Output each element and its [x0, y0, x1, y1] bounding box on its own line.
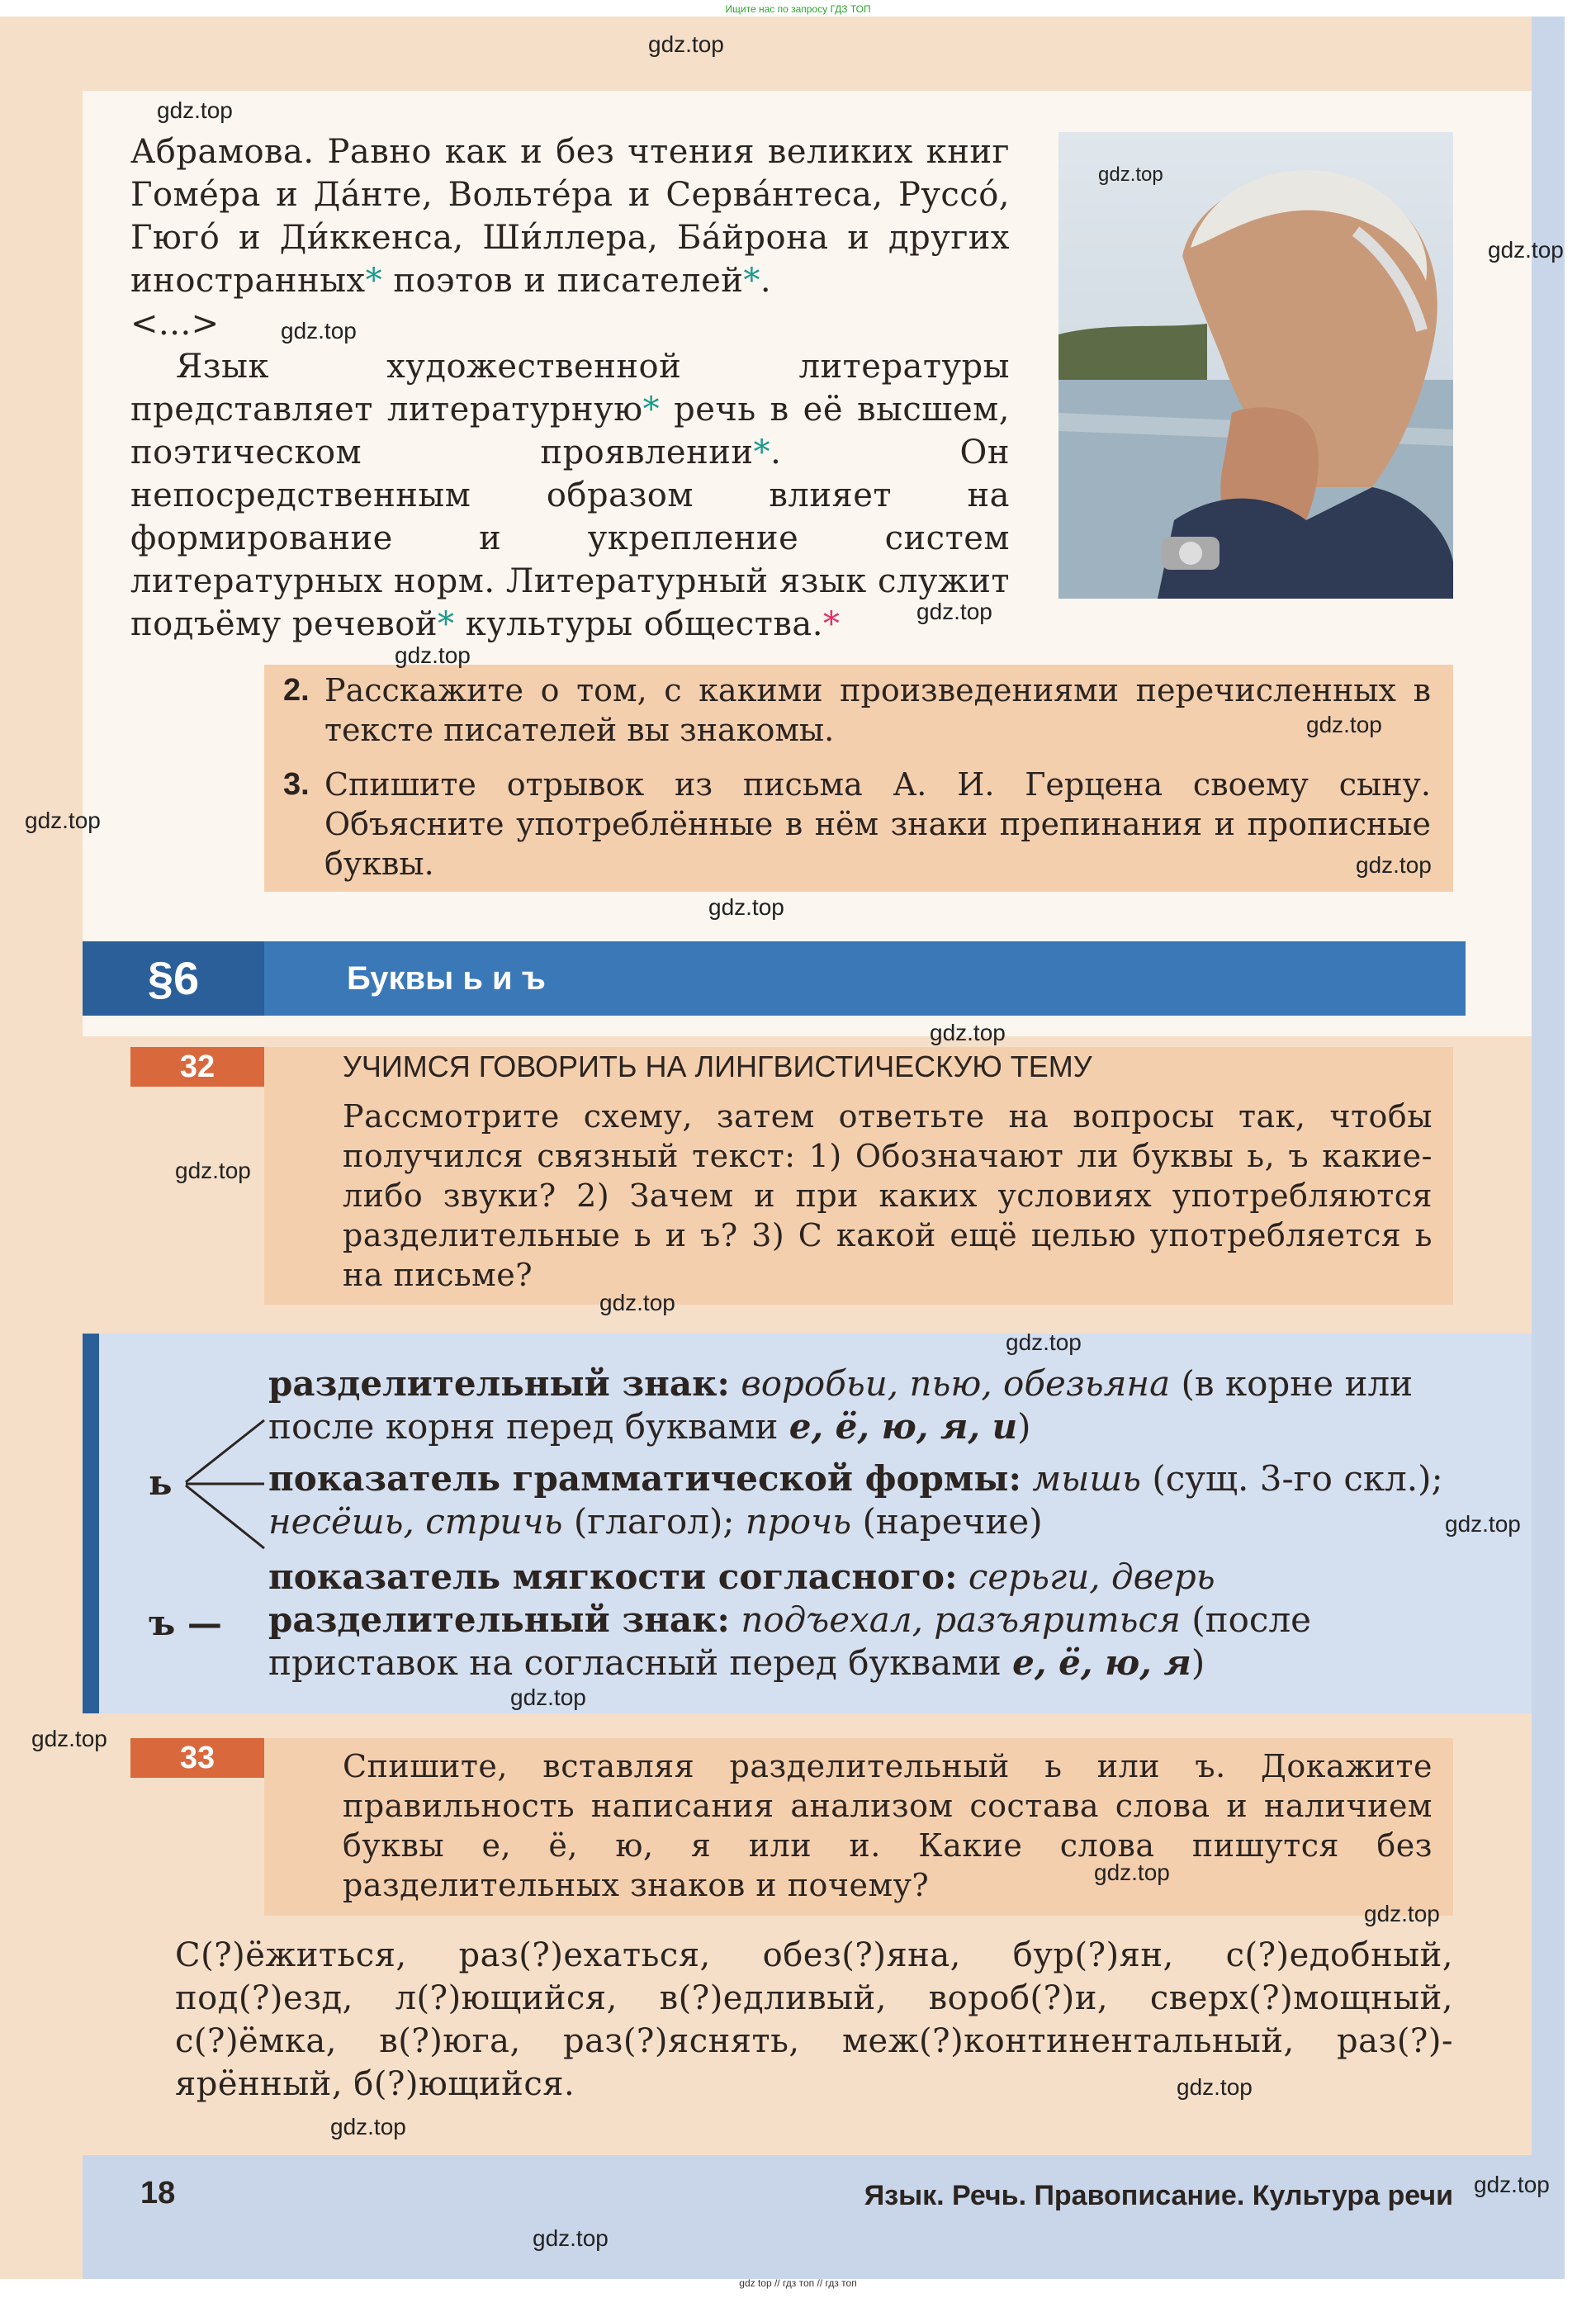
watermark: gdz.top: [1364, 1901, 1440, 1926]
section-number: §6: [147, 952, 200, 1004]
scheme-branches: [173, 1404, 272, 1585]
watermark: gdz.top: [510, 1684, 586, 1710]
page-footer: [83, 2155, 1532, 2279]
watermark: gdz.top: [175, 1158, 251, 1183]
scheme-row-hard-separator: разделительный знак: подъехал, разъяриться (после приставок на согласный перед буквами е, ё, ю, я): [268, 1599, 1311, 1683]
footer-links[interactable]: gdz top // гдз топ // гдз топ: [739, 2277, 857, 2289]
right-margin-strip: [1532, 17, 1565, 2279]
exercise-text: Рассмотрите схему, затем ответьте на вопросы так, чтобы получился связный текст: 1) Обозначают ли буквы ь, ъ какие-либо звуки? 2) Зачем и при каких условиях употребляются разделительные ь и ъ? 3) С какой ещё целью употребляется ь на письме?: [343, 1098, 1433, 1293]
watermark: gdz.top: [930, 1020, 1006, 1045]
task-number: 2.: [283, 673, 310, 708]
watermark: gdz.top: [648, 31, 724, 57]
watermark: gdz.top: [599, 1290, 675, 1315]
watermark: gdz.top: [281, 318, 357, 344]
watermark: gdz.top: [1488, 237, 1564, 263]
intro-text: [130, 130, 1010, 646]
task-number: 3.: [283, 767, 310, 802]
watermark: gdz.top: [395, 642, 471, 668]
watermark: gdz.top: [916, 599, 992, 624]
section-header: [83, 941, 1466, 1016]
author-photo: [1058, 132, 1453, 599]
task-text: Расскажите о том, с какими произведениями перечисленных в тексте писателей вы знакомы.: [324, 672, 1431, 748]
watermark: gdz.top: [1474, 2172, 1550, 2197]
intro-paragraph-1: Абрамова. Равно как и без чтения великих книг Гоме́ра и Да́нте, Вольте́ра и Серва́нтеса, Руссо́, Гюго́ и Ди́ккенса, Ши́ллера, Ба́йрона и других иностранных* поэтов и писателей*.: [130, 133, 1010, 300]
intro-paragraph-2: Язык художественной литературы представляет литературную* речь в её высшем, поэтическом проявлении*. Он непосредственным образом влияет на формирование и укрепление систем литературных норм. Литературный язык служит подъёму речевой* культуры общества.*: [130, 348, 1010, 643]
task-text: Спишите отрывок из письма А. И. Герцена своему сыну. Объясните употреблённые в нём знаки препинания и прописные буквы.: [324, 766, 1431, 882]
exercise-heading: УЧИМСЯ ГОВОРИТЬ НА ЛИНГВИСТИЧЕСКУЮ ТЕМУ: [343, 1049, 1092, 1083]
watermark: gdz.top: [1356, 852, 1432, 878]
watermark: gdz.top: [1177, 2074, 1253, 2100]
exercise-number: 32: [130, 1047, 264, 1087]
section-title: Буквы ь и ъ: [347, 960, 546, 997]
exercise-text: Спишите, вставляя разделительный ь или ъ. Докажите правильность написания анализом состава слова и наличием буквы е, ё, ю, я или и. Какие слова пишутся без разделительных знаков и почему?: [343, 1748, 1433, 1903]
scheme-row-softness: показатель мягкости согласного: серьги, дверь: [268, 1556, 1215, 1597]
ellipsis: <...>: [130, 305, 220, 343]
watermark: gdz.top: [25, 808, 101, 833]
watermark: gdz.top: [1006, 1329, 1082, 1355]
exercise-words: С(?)ёжиться, раз(?)ехаться, обез(?)яна, бур(?)ян, с(?)едобный, под(?)езд, л(?)ющийся, в(?)едливый, вороб(?)и, сверх(?)мощный, с(?)ёмка, в(?)юга, раз(?)яснять, меж(?)континентальный, раз(?)-ярённый, б(?)ющийся.: [175, 1936, 1453, 2103]
watermark: gdz.top: [31, 1726, 107, 1751]
watermark: gdz.top: [1094, 1860, 1170, 1885]
watermark: gdz.top: [1306, 712, 1382, 737]
footer-title: Язык. Речь. Правописание. Культура речи: [864, 2180, 1453, 2211]
scheme-row-grammar: показатель грамматической формы: мышь (сущ. 3-го скл.); несёшь, стричь (глагол); прочь (наречие): [268, 1458, 1443, 1542]
watermark: gdz.top: [330, 2114, 406, 2139]
watermark: gdz.top: [157, 97, 233, 123]
exercise-number: 33: [130, 1738, 264, 1778]
task-item: [283, 670, 1431, 750]
watermark: gdz.top: [1098, 163, 1163, 186]
tasks-list: [283, 670, 1431, 884]
task-item: [283, 765, 1431, 884]
watermark: gdz.top: [533, 2225, 609, 2251]
top-note[interactable]: Ищите нас по запросу ГДЗ ТОП: [725, 3, 871, 15]
page-number: 18: [140, 2176, 176, 2210]
scheme-accent-bar: [83, 1334, 99, 1713]
watermark: gdz.top: [1445, 1511, 1521, 1537]
hard-sign-label: ъ —: [149, 1603, 222, 1643]
watermark: gdz.top: [708, 894, 784, 920]
scheme-row-separator: разделительный знак: воробьи, пью, обезьяна (в корне или после корня перед буквами е, ё, ю, я, и): [268, 1363, 1414, 1447]
soft-sign-label: ь: [149, 1462, 173, 1503]
